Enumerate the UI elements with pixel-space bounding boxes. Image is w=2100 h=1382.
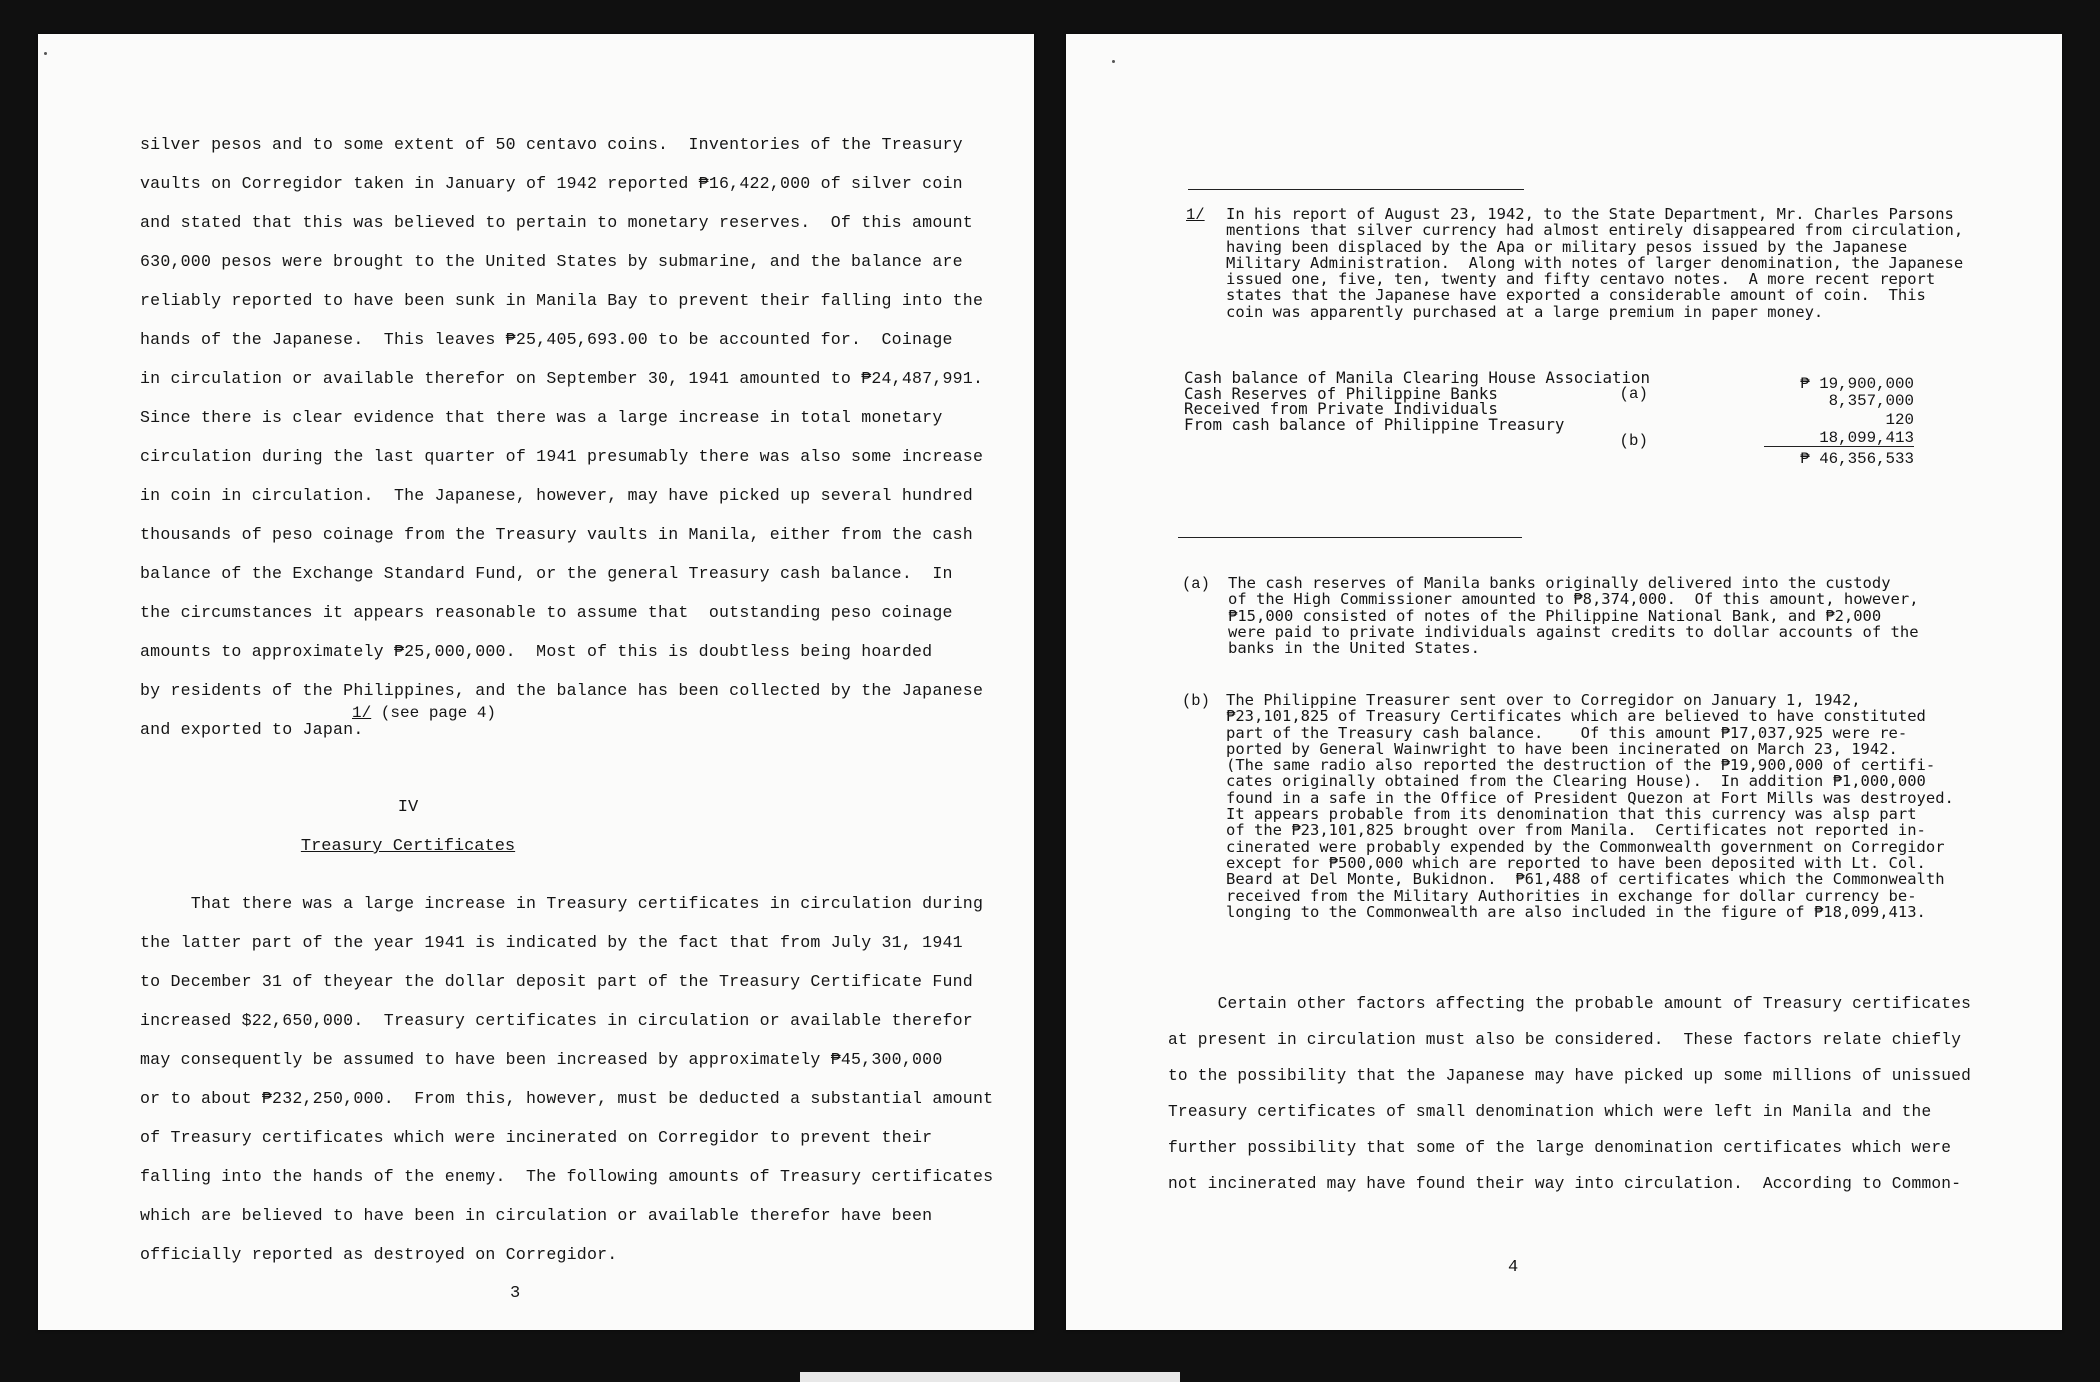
page-number: 4 xyxy=(1508,1258,1519,1277)
table-row-note: (b) xyxy=(1619,432,1648,450)
footnote-line: having been displaced by the Apa or military pesos issued by the Japanese xyxy=(1226,237,1908,256)
table-row-label: Received from Private Individuals xyxy=(1184,399,1498,418)
note-b-line: ₱23,101,825 of Treasury Certificates which are believed to have constituted xyxy=(1226,707,1926,726)
footnote-text xyxy=(1226,206,1963,320)
table-row-amount: ₱ 19,900,000 xyxy=(1800,375,1914,393)
note-b-line: cinerated were probably expended by the Commonwealth government on Corregidor xyxy=(1226,837,1945,856)
scan-edge xyxy=(800,1372,1180,1382)
table-row-amount: 18,099,413 xyxy=(1764,430,1914,447)
note-a-text xyxy=(1228,575,1919,656)
right-page xyxy=(1066,34,2062,1330)
body-line: or to about ₱232,250,000. From this, however, must be deducted a substantial amount xyxy=(140,1089,994,1108)
note-a-line: of the High Commissioner amounted to ₱8,374,000. Of this amount, however, xyxy=(1228,590,1919,609)
body-line: and exported to Japan. xyxy=(140,720,364,739)
note-b-line: of the ₱23,101,825 brought over from Manila. Certificates not reported in- xyxy=(1226,821,1926,840)
note-a-line: were paid to private individuals against credits to dollar accounts of the xyxy=(1228,622,1919,641)
body-line: Certain other factors affecting the probable amount of Treasury certificates xyxy=(1168,995,1972,1013)
body-line: Since there is clear evidence that there was a large increase in total monetary xyxy=(140,408,943,427)
table-total: ₱ 46,356,533 xyxy=(1800,450,1914,468)
body-line: 630,000 pesos were brought to the United States by submarine, and the balance are xyxy=(140,252,963,271)
footnote-line: issued one, five, ten, twenty and fifty centavo notes. A more recent report xyxy=(1226,270,1936,289)
table-row-amount: 8,357,000 xyxy=(1828,392,1914,410)
section-title: Treasury Certificates xyxy=(300,837,516,856)
body-line: at present in circulation must also be considered. These factors relate chiefly xyxy=(1168,1031,1962,1049)
note-b-line: cates originally obtained from the Clearing House). In addition ₱1,000,000 xyxy=(1226,772,1926,791)
body-line: vaults on Corregidor taken in January of 1942 reported ₱16,422,000 of silver coin xyxy=(140,174,963,193)
body-line: in coin in circulation. The Japanese, however, may have picked up several hundred xyxy=(140,486,973,505)
body-line: which are believed to have been in circulation or available therefor have been xyxy=(140,1206,933,1225)
body-line: may consequently be assumed to have been increased by approximately ₱45,300,000 xyxy=(140,1050,943,1069)
table-row-label: Cash Reserves of Philippine Banks xyxy=(1184,383,1498,403)
footnote-line: coin was apparently purchased at a large premium in paper money. xyxy=(1226,302,1824,321)
table-row-amount: 120 xyxy=(1885,411,1914,429)
body-line: of Treasury certificates which were incinerated on Corregidor to prevent their xyxy=(140,1128,933,1147)
scan-speck xyxy=(44,52,47,55)
footnote-line: Military Administration. Along with notes of larger denomination, the Japanese xyxy=(1226,253,1964,272)
note-b-line: except for ₱500,000 which are reported to have been deposited with Lt. Col. xyxy=(1226,853,1926,872)
note-b-line: part of the Treasury cash balance. Of this amount ₱17,037,925 were re- xyxy=(1226,723,1908,742)
body-line: reliably reported to have been sunk in Manila Bay to prevent their falling into the xyxy=(140,291,984,310)
body-line: officially reported as destroyed on Corregidor. xyxy=(140,1245,618,1264)
note-b-line: The Philippine Treasurer sent over to Corregidor on January 1, 1942, xyxy=(1226,691,1861,709)
body-line: and stated that this was believed to pertain to monetary reserves. Of this amount xyxy=(140,213,973,232)
body-line: silver pesos and to some extent of 50 centavo coins. Inventories of the Treasury xyxy=(140,135,963,154)
body-line: amounts to approximately ₱25,000,000. Most of this is doubtless being hoarded xyxy=(140,642,933,661)
scan-speck xyxy=(1112,60,1115,63)
note-b-line: Beard at Del Monte, Bukidnon. ₱61,488 of certificates which the Commonwealth xyxy=(1226,870,1945,889)
note-b-text xyxy=(1226,692,1954,920)
footnote-ref-text: (see page 4) xyxy=(371,704,497,722)
footnote-line: In his report of August 23, 1942, to the State Department, Mr. Charles Parsons xyxy=(1226,205,1954,223)
footnote-line: states that the Japanese have exported a considerable amount of coin. This xyxy=(1226,286,1926,305)
footnote-reference xyxy=(352,704,496,722)
footnote-rule xyxy=(1188,189,1524,190)
body-line: thousands of peso coinage from the Treasury vaults in Manila, either from the cash xyxy=(140,525,973,544)
note-b-line: longing to the Commonwealth are also included in the figure of ₱18,099,413. xyxy=(1226,902,1926,921)
body-line: not incinerated may have found their way into circulation. According to Common- xyxy=(1168,1175,1962,1193)
body-line: Treasury certificates of small denomination which were left in Manila and the xyxy=(1168,1103,1932,1121)
body-line: the circumstances it appears reasonable to assume that outstanding peso coinage xyxy=(140,603,953,622)
note-a-line: ₱15,000 consisted of notes of the Philippine National Bank, and ₱2,000 xyxy=(1228,606,1882,625)
note-a-line: The cash reserves of Manila banks originally delivered into the custody xyxy=(1228,574,1891,592)
body-line: circulation during the last quarter of 1941 presumably there was also some increase xyxy=(140,447,984,466)
body-line: balance of the Exchange Standard Fund, or the general Treasury cash balance. In xyxy=(140,564,953,583)
body-line: to December 31 of theyear the dollar deposit part of the Treasury Certificate Fund xyxy=(140,972,973,991)
body-line: hands of the Japanese. This leaves ₱25,405,693.00 to be accounted for. Coinage xyxy=(140,330,953,349)
footnote-line: mentions that silver currency had almost entirely disappeared from circulation, xyxy=(1226,221,1964,240)
note-a-line: banks in the United States. xyxy=(1228,639,1480,658)
note-b-line: ported by General Wainwright to have been incinerated on March 23, 1942. xyxy=(1226,739,1898,758)
note-b-line: received from the Military Authorities in exchange for dollar currency be- xyxy=(1226,886,1917,905)
table-row-note: (a) xyxy=(1619,385,1648,403)
table-row-label: Cash balance of Manila Clearing House Association xyxy=(1184,368,1651,387)
footnote-mark: 1/ xyxy=(1186,206,1205,224)
note-a-mark: (a) xyxy=(1182,575,1210,593)
left-page xyxy=(38,34,1034,1330)
note-b-mark: (b) xyxy=(1182,692,1210,710)
note-b-line: (The same radio also reported the destruction of the ₱19,900,000 of certifi- xyxy=(1226,756,1936,775)
notes-rule xyxy=(1178,537,1522,538)
body-line: to the possibility that the Japanese may have picked up some millions of unissued xyxy=(1168,1067,1972,1085)
body-line: falling into the hands of the enemy. The following amounts of Treasury certificates xyxy=(140,1167,994,1186)
note-b-line: It appears probable from its denomination that this currency was alsp part xyxy=(1226,805,1917,824)
note-b-line: found in a safe in the Office of President Quezon at Fort Mills was destroyed. xyxy=(1226,788,1954,807)
section-number: IV xyxy=(397,798,419,817)
table-labels xyxy=(1184,370,1650,432)
table-row-label: From cash balance of Philippine Treasury xyxy=(1184,414,1565,434)
body-line: by residents of the Philippines, and the balance has been collected by the Japanese xyxy=(140,681,984,700)
page-number: 3 xyxy=(510,1284,521,1303)
body-line: the latter part of the year 1941 is indicated by the fact that from July 31, 1941 xyxy=(140,933,963,952)
body-line: increased $22,650,000. Treasury certificates in circulation or available therefor xyxy=(140,1011,973,1030)
body-line: further possibility that some of the large denomination certificates which were xyxy=(1168,1139,1952,1157)
footnote-ref-mark: 1/ xyxy=(352,704,372,722)
body-line: in circulation or available therefor on September 30, 1941 amounted to ₱24,487,991. xyxy=(140,369,984,388)
body-line: That there was a large increase in Treasury certificates in circulation during xyxy=(140,894,984,913)
